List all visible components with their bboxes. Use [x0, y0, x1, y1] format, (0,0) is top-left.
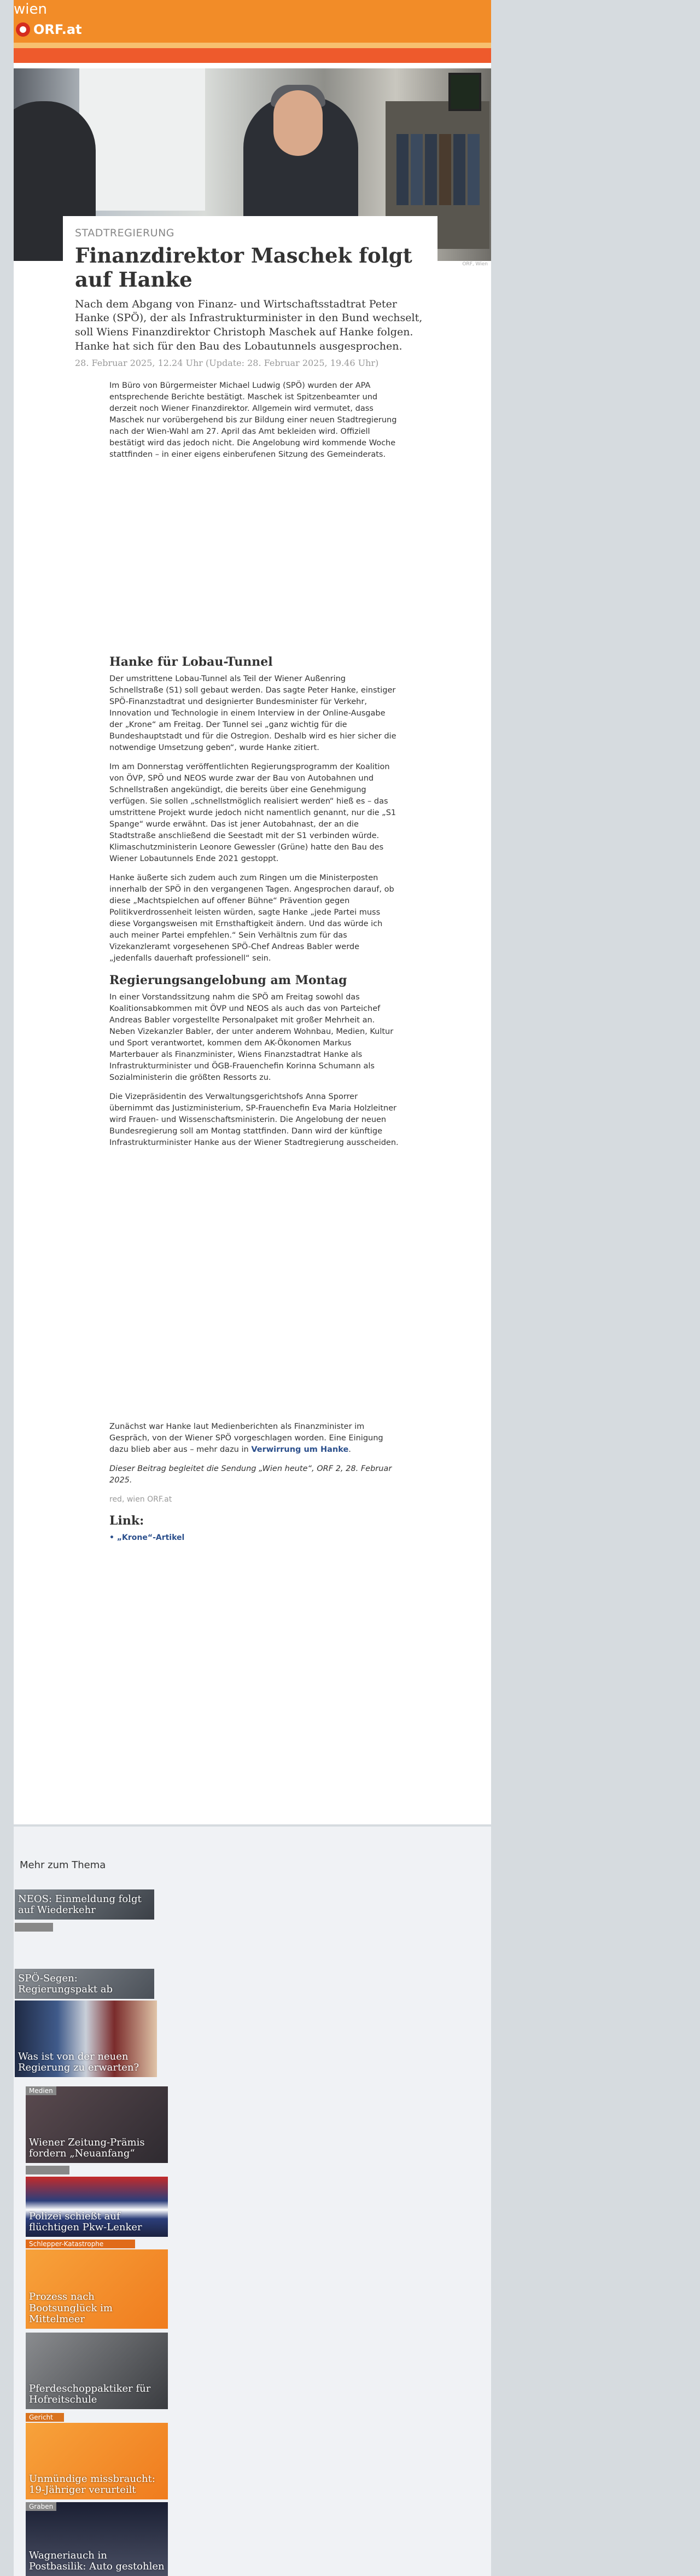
article-title: Finanzdirektor Maschek folgt auf Hanke: [75, 243, 412, 292]
orf-logo[interactable]: [16, 22, 82, 37]
tile-badge: Gericht: [26, 2413, 64, 2422]
related-tile[interactable]: Graben Wagneriauch in Postbasilik: Auto gestohlen: [26, 2502, 168, 2576]
article-date: 28. Februar 2025, 12.24 Uhr (Update: 28. Februar 2025, 19.46 Uhr): [75, 358, 379, 369]
article-paragraph: Hanke äußerte sich zudem auch zum Ringen um die Ministerposten innerhalb der SPÖ in den vergangenen Tagen. Angesprochen darauf, ob diese „Machtspielchen auf offener Bühne“ Prävention gegen Politikverdrossenheit leisten würden, sagte Hanke „jede Partei muss diese Vorgangsweisen mit Ernsthaftigkeit ändern. Und das würde ich auch meiner Partei empfehlen.“ Sein Verhältnis zum für das Vizekanzleramt vorgesehenen SPÖ-Chef Andreas Babler werde „jedenfalls dauerhaft professionell“ sein.: [109, 874, 394, 963]
orf-eye-icon: [16, 22, 30, 37]
related-tile[interactable]: Unmündige missbraucht: 19-Jähriger verurteilt: [26, 2423, 168, 2499]
broadcast-note: Dieser Beitrag begleitet die Sendung „Wien heute“, ORF 2, 28. Februar 2025.: [109, 1464, 392, 1485]
article-paragraph: Zunächst war Hanke laut Medienberichten als Finanzminister im Gespräch, von der Wiener SPÖ vorgeschlagen worden. Eine Einigung dazu blieb aber aus – mehr dazu in Verwirrung um Hanke.: [109, 1422, 383, 1455]
logo-text: ORF.at: [33, 22, 82, 37]
article-paragraph: Die Vizepräsidentin des Verwaltungsgerichtshofs Anna Sporrer übernimmt das Justizministerium, SP-Frauenchefin Eva Maria Holzleitner wird Frauen- und Wissenschaftsministerin. Die Angelobung der neuen Bundesregierung soll am Montag stattfinden. Dann wird der künftige Infrastrukturminister Hanke aus der Wiener Stadtregierung ausscheiden.: [109, 1092, 399, 1148]
article-source: red, wien ORF.at: [109, 1495, 172, 1504]
image-credit: ORF, Wien: [462, 261, 488, 267]
article-body-end: [109, 1421, 399, 1544]
page: [14, 0, 491, 2576]
article-header: [63, 216, 438, 368]
link-krone-artikel[interactable]: • „Krone“-Artikel: [109, 1533, 185, 1543]
subheading-lobau: Hanke für Lobau-Tunnel: [109, 655, 273, 669]
region-title[interactable]: wien: [14, 1, 47, 18]
article-paragraph: Im am Donnerstag veröffentlichten Regierungsprogramm der Koalition von ÖVP, SPÖ und NEOS wurde zwar der Bau von Autobahnen und Schnellstraßen angekündigt, die bereits über eine Genehmigung verfügen. Sie sollen „schnellstmöglich realisiert werden“ hieß es – das umstrittene Projekt wurde jedoch nicht namentlich genannt, nur die „S1 Spange“ wurde erwähnt. Das ist jener Autobahnast, der an die Stadtstraße anschließend die Seestadt mit der S1 verbinden würde. Klimaschutzministerin Leonore Gewessler (Grüne) hatte den Bau des Wiener Lobautunnels Ende 2021 gestoppt.: [109, 763, 396, 864]
header-stripe-yellow: [14, 43, 491, 48]
related-tile[interactable]: Pferdeschoppaktiker für Hofreitschule: [26, 2333, 168, 2409]
header-stripe-red: [14, 48, 491, 63]
article-body-main: [109, 654, 399, 1156]
links-heading: Link:: [109, 1514, 144, 1528]
related-tile[interactable]: Was ist von der neuen Regierung zu erwarten?: [15, 2001, 157, 2077]
tile-badge: Schlepper-Katastrophe: [26, 2240, 135, 2248]
related-tile[interactable]: Medien Wiener Zeitung-Prämis fordern „Neuanfang“: [26, 2086, 168, 2163]
related-tile[interactable]: Prozess nach Bootsunglück im Mittelmeer: [26, 2249, 168, 2329]
site-header: [14, 0, 491, 63]
article-lead: Nach dem Abgang von Finanz- und Wirtschaftsstadtrat Peter Hanke (SPÖ), der als Infrastrukturminister in den Bund wechselt, soll Wiens Finanzdirektor Christoph Maschek auf Hanke folgen. Hanke hat sich für den Bau des Lobautunnels ausgesprochen.: [75, 298, 423, 352]
subheading-angelobung: Regierungsangelobung am Montag: [109, 973, 347, 988]
article-paragraph: In einer Vorstandssitzung nahm die SPÖ am Freitag sowohl das Koalitionsabkommen mit ÖVP und NEOS als auch das von Parteichef Andreas Babler vorgestellte Personalpaket mit großer Mehrheit an. Neben Vizekanzler Babler, der unter anderem Wohnbau, Medien, Kultur und Sport verantwortet, kommen dem AK-Ökonomen Markus Marterbauer als Finanzminister, Wiens Finanzstadtrat Hanke als Infrastrukturminister und ÖGB-Frauenchefin Korinna Schumann als Sozialministerin die größten Ressorts zu.: [109, 993, 394, 1083]
related-tile[interactable]: Polizei schießt auf flüchtigen Pkw-Lenker: [26, 2177, 168, 2237]
article-body-intro: [109, 380, 399, 468]
article-paragraph: Der umstrittene Lobau-Tunnel als Teil der Wiener Außenring Schnellstraße (S1) soll gebaut werden. Das sagte Peter Hanke, einstiger SPÖ-Finanzstadtrat und designierter Bundesminister für Verkehr, Innovation und Technologie in einem Interview in der Online-Ausgabe der „Krone“ am Freitag. Der Tunnel sei „ganz wichtig für die Bundeshauptstadt und für die Ostregion. Deshalb wird es hier sicher die notwendige Umsetzung geben“, wurde Hanke zitiert.: [109, 674, 396, 752]
tile-badge: [15, 1923, 53, 1932]
tile-badge: [26, 2166, 69, 2174]
related-section: [14, 1827, 491, 2576]
link-verwirrung-um-hanke[interactable]: Verwirrung um Hanke: [251, 1445, 349, 1455]
related-tile[interactable]: SPÖ-Segen: Regierungspakt ab: [15, 1969, 154, 1999]
article-paragraph: Im Büro von Bürgermeister Michael Ludwig (SPÖ) wurden der APA entsprechende Berichte bestätigt. Maschek ist Spitzenbeamter und derzeit noch Wiener Finanzdirektor. Allgemein wird vermutet, dass Maschek nur vorübergehend bis zur Bildung einer neuen Stadtregierung nach der Wien-Wahl am 27. April das Amt bekleiden wird. Offiziell bestätigt wird das jedoch nicht. Die Angelobung wird kommende Woche stattfinden – in einer eigens einberufenen Sitzung des Gemeinderats.: [109, 381, 397, 460]
article-kicker: STADTREGIERUNG: [75, 227, 175, 239]
related-tile[interactable]: NEOS: Einmeldung folgt auf Wiederkehr: [15, 1889, 154, 1920]
related-title: Mehr zum Thema: [20, 1859, 106, 1871]
